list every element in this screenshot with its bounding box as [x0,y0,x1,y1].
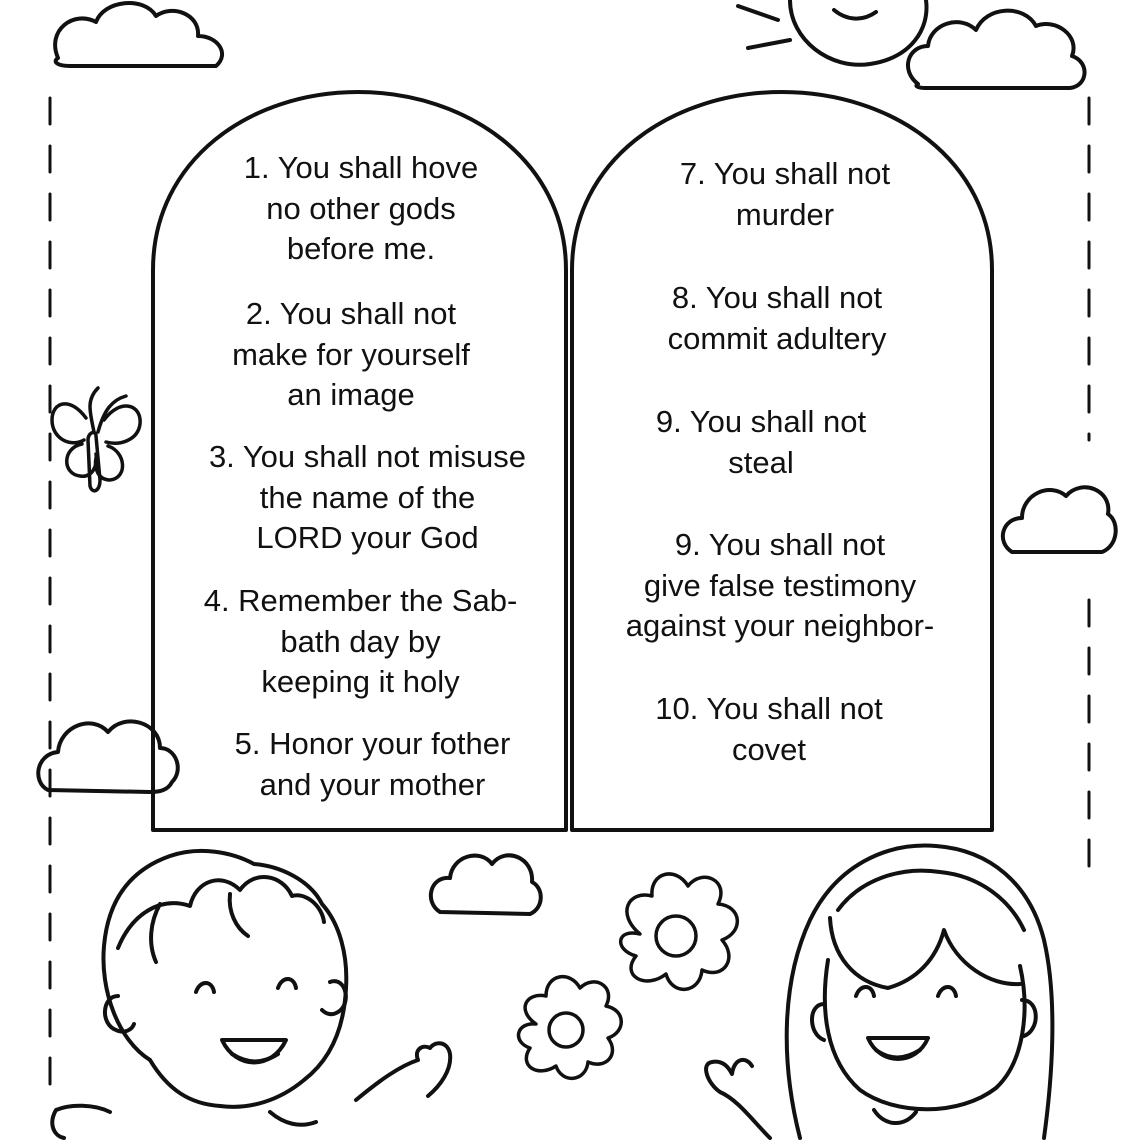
flower-icon [621,874,738,989]
commandment-3: 3. You shall not misuse the name of the LORD your God [208,439,527,555]
butterfly-icon [52,388,140,491]
commandment-9-testimony: 9. You shall not give false testimony against your neighbor- [625,527,935,643]
commandment-1: 1. You shall hove no other gods before me. [243,150,479,266]
left-tablet [153,92,566,830]
commandment-5: 5. Honor your fother and your mother [234,726,511,802]
commandment-7: 7. You shall not murder [679,156,891,232]
right-tablet [572,92,992,830]
commandment-8: 8. You shall not commit adultery [667,280,887,356]
commandment-4: 4. Remember the Sab- bath day by keeping it holy [203,583,518,699]
commandment-9: 9. You shall not steal [655,404,867,480]
flower-icon [519,977,622,1079]
cloud-icon [908,11,1085,88]
boy-illustration [52,851,450,1138]
cloud-icon [1003,487,1116,552]
commandment-10: 10. You shall not covet [655,691,883,767]
sun-icon [738,0,927,65]
girl-illustration [706,846,1052,1138]
cloud-icon [38,721,178,792]
commandment-2: 2. You shall not make for yourself an image [232,296,470,412]
cloud-icon [431,855,541,914]
cloud-icon [55,3,222,66]
